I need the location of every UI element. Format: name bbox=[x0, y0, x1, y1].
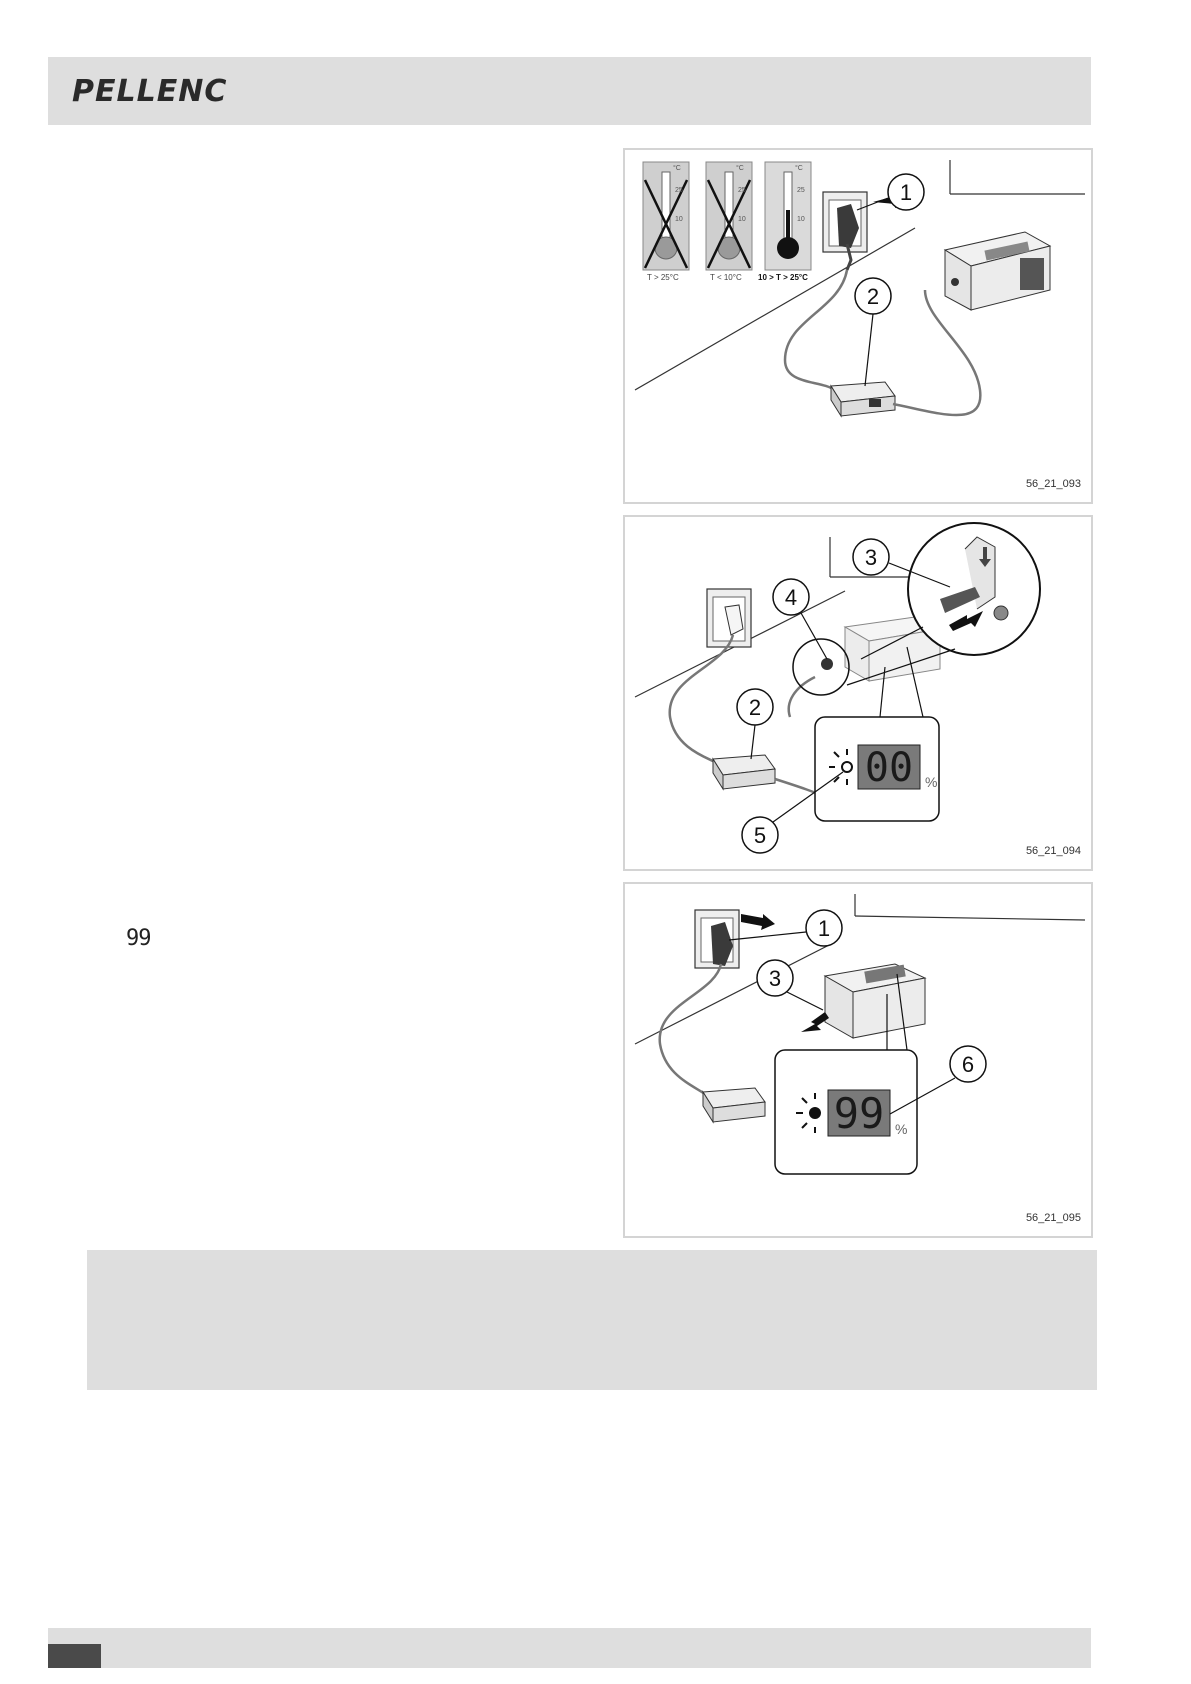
figure-panel-2 bbox=[623, 515, 1093, 871]
wall-socket-icon bbox=[823, 192, 867, 270]
battery-pack-icon bbox=[945, 232, 1050, 310]
thermometer-cold bbox=[706, 162, 752, 282]
callout-number: 5 bbox=[753, 823, 767, 848]
lcd-value: 99 bbox=[833, 1089, 885, 1138]
figure-panel-1 bbox=[623, 148, 1093, 504]
callout-number: 1 bbox=[899, 180, 913, 205]
callout-number: 2 bbox=[866, 284, 880, 309]
tick-label: 10 bbox=[738, 216, 746, 223]
figure-panel-3 bbox=[623, 882, 1093, 1238]
charger-box-icon bbox=[703, 1088, 765, 1122]
thermometer-ok bbox=[758, 162, 811, 282]
thermometer-caption: T > 25°C bbox=[647, 273, 679, 282]
callout-number: 6 bbox=[961, 1052, 975, 1077]
tick-label: 25 bbox=[675, 187, 683, 194]
thermometer-unit: °C bbox=[736, 165, 744, 172]
lcd-unit: % bbox=[925, 774, 938, 790]
wall-socket-icon bbox=[695, 910, 739, 968]
figure-code: 56_21_095 bbox=[1025, 1212, 1081, 1224]
page-number-box bbox=[48, 1644, 101, 1668]
thermometer-hot bbox=[643, 162, 689, 282]
figure-code: 56_21_094 bbox=[1025, 845, 1081, 857]
figure-2-illustration bbox=[625, 517, 1091, 869]
note-band bbox=[87, 1250, 1097, 1390]
figure-code: 56_21_093 bbox=[1025, 478, 1081, 490]
battery-pack-icon bbox=[825, 964, 925, 1038]
callout-number: 1 bbox=[817, 916, 831, 941]
wall-socket-icon bbox=[707, 589, 751, 647]
led-indicator-icon bbox=[809, 1107, 821, 1119]
tick-label: 25 bbox=[738, 187, 746, 194]
tick-label: 10 bbox=[797, 216, 805, 223]
remove-arrow-icon bbox=[741, 914, 775, 930]
tick-label: 25 bbox=[797, 187, 805, 194]
charger-box-icon bbox=[713, 755, 775, 789]
callout-number: 3 bbox=[864, 545, 878, 570]
callout-number: 3 bbox=[768, 966, 782, 991]
callout-number: 4 bbox=[784, 585, 798, 610]
lcd-value: 00 bbox=[864, 745, 914, 791]
callout-number: 2 bbox=[748, 695, 762, 720]
tick-label: 10 bbox=[675, 216, 683, 223]
thermometer-unit: °C bbox=[795, 165, 803, 172]
charger-box-icon bbox=[831, 382, 895, 416]
figure-1-illustration bbox=[625, 150, 1091, 502]
brand-logo: PELLENC bbox=[72, 74, 228, 109]
inline-value-99: 99 bbox=[126, 926, 151, 951]
lcd-unit: % bbox=[895, 1121, 908, 1137]
footer-band bbox=[48, 1628, 1091, 1668]
thermometer-caption: T < 10°C bbox=[710, 273, 742, 282]
led-indicator-icon bbox=[842, 762, 852, 772]
figure-3-illustration bbox=[625, 884, 1091, 1236]
thermometer-caption: 10 > T > 25°C bbox=[758, 273, 808, 282]
thermometer-unit: °C bbox=[673, 165, 681, 172]
